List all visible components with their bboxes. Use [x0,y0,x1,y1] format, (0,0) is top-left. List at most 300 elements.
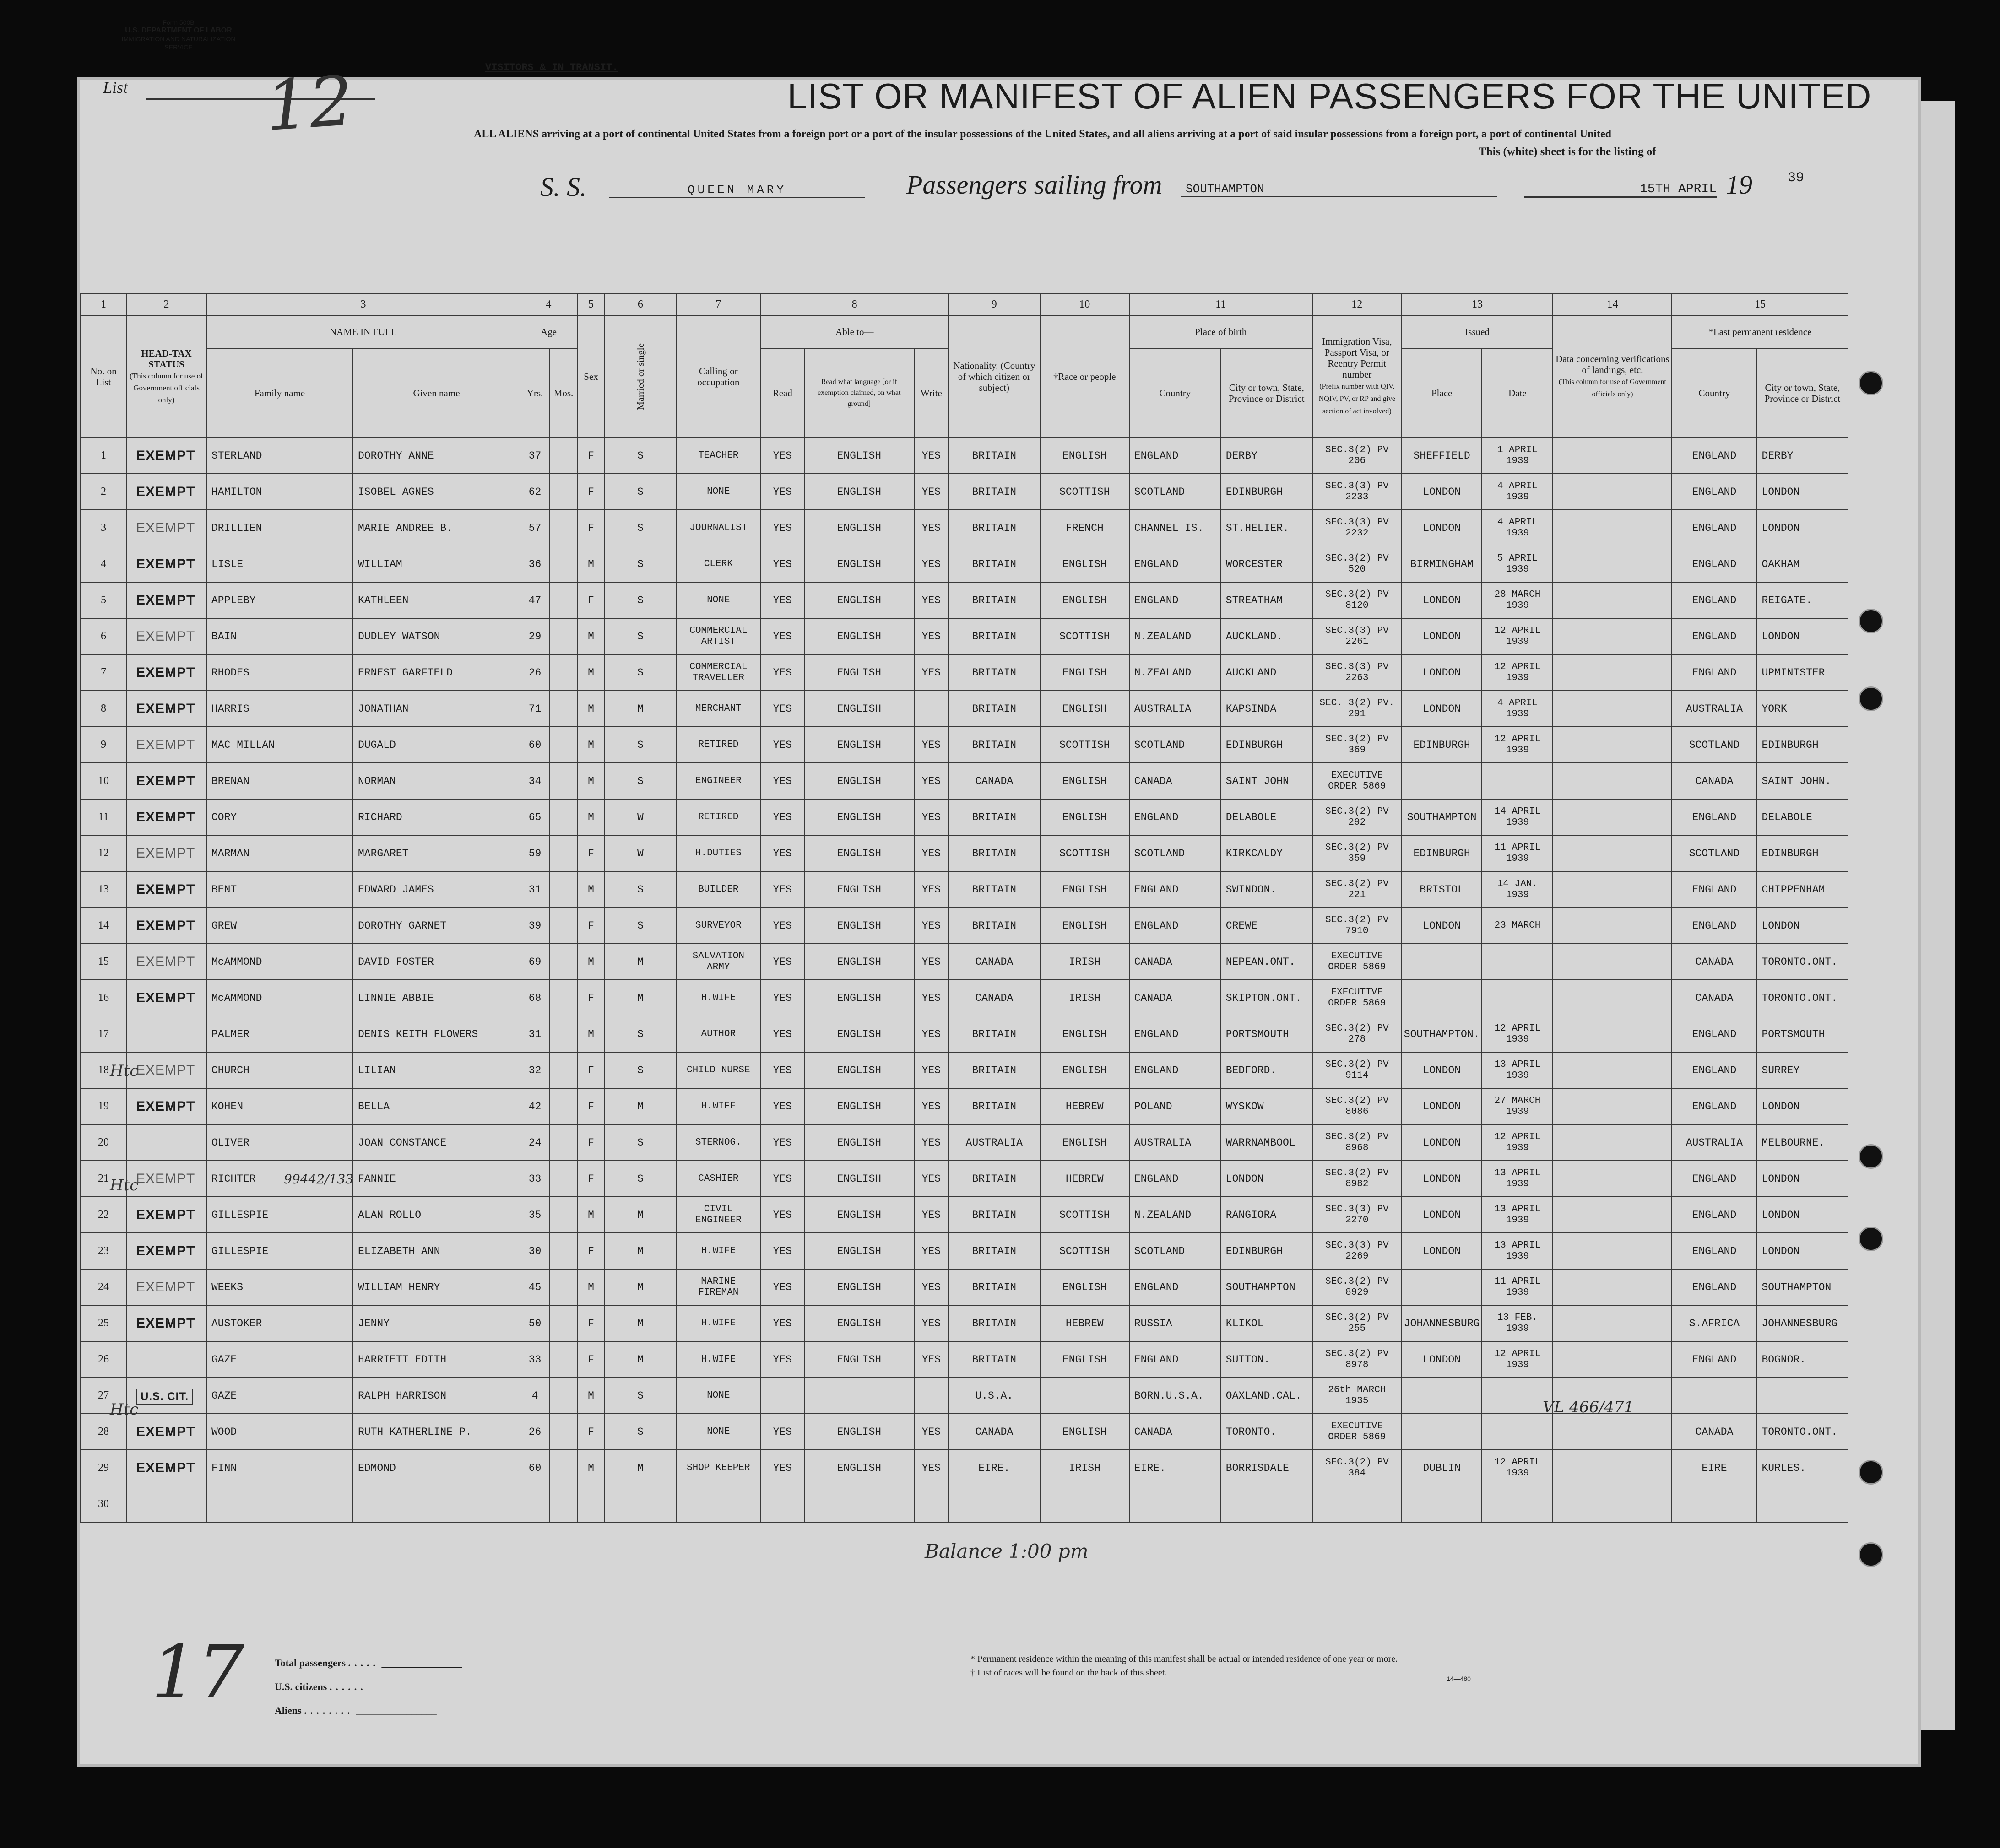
verification [1553,1052,1672,1088]
visa-number: SEC.3(2) PV 8120 [1312,582,1402,618]
can-write: YES [914,438,949,474]
header-able-to: Able to— [761,315,949,348]
can-write: YES [914,618,949,654]
residence-country: ENGLAND [1672,582,1756,618]
residence-city: UPMINISTER [1756,654,1848,691]
marital-status: S [605,1378,676,1414]
visa-number: SEC.3(2) PV 359 [1312,835,1402,871]
marital-status: M [605,980,676,1016]
row-number: 26 [81,1341,126,1378]
verification [1553,1305,1672,1341]
head-tax-status [126,654,206,691]
read-language: ENGLISH [804,1161,914,1197]
marital-status: M [605,1341,676,1378]
race: FRENCH [1040,510,1129,546]
verification [1553,1161,1672,1197]
can-write: YES [914,510,949,546]
age-months [550,727,577,763]
nationality: BRITAIN [949,438,1040,474]
read-language: ENGLISH [804,1052,914,1088]
sex: M [577,763,605,799]
family-name: FINN [206,1450,353,1486]
read-language [804,1378,914,1414]
given-name: EDWARD JAMES [353,871,520,908]
occupation: H.WIFE [676,1088,761,1124]
row-number: 4 [81,546,126,582]
punch-hole [1859,609,1883,633]
given-name: JONATHAN [353,691,520,727]
age-months [550,1052,577,1088]
age-years: 39 [520,908,550,944]
can-write: YES [914,799,949,835]
residence-country: CANADA [1672,944,1756,980]
family-name: OLIVER [206,1124,353,1161]
visa-number: SEC.3(2) PV 369 [1312,727,1402,763]
birth-city: BEDFORD. [1221,1052,1312,1088]
given-name: WILLIAM HENRY [353,1269,520,1305]
col-number: 1 [81,293,126,315]
age-years: 24 [520,1124,550,1161]
residence-city: REIGATE. [1756,582,1848,618]
race [1040,1378,1129,1414]
can-read: YES [761,763,804,799]
subtitle-line-1: ALL ALIENS arriving at a port of continental United States from a foreign port or a port of the insular possessions of the United States, and all aliens arriving at a port of said insular possessions from a foreign port, a port of continental United [474,128,1611,140]
issued-place: BIRMINGHAM [1402,546,1482,582]
marital-status: S [605,1414,676,1450]
status-text: EXEMPT [136,881,195,897]
age-years: 59 [520,835,550,871]
residence-city: OAKHAM [1756,546,1848,582]
verification [1553,510,1672,546]
family-name: HARRIS [206,691,353,727]
year-prefix: 19 [1726,170,1752,200]
age-months [550,691,577,727]
birth-country: ENGLAND [1129,1161,1221,1197]
visa-title: Immigration Visa, Passport Visa, or Reentry Permit number [1322,336,1392,380]
residence-country: ENGLAND [1672,1197,1756,1233]
sex: F [577,1088,605,1124]
sex: M [577,1197,605,1233]
family-name: MAC MILLAN [206,727,353,763]
residence-city: KURLES. [1756,1450,1848,1486]
family-name: GILLESPIE [206,1233,353,1269]
head-tax-status [126,691,206,727]
row-20-number: 99442/133 [284,1172,353,1187]
sex: F [577,980,605,1016]
header-res-city: City or town, State, Province or District [1756,348,1848,438]
issued-place: LONDON [1402,1088,1482,1124]
birth-city: WARRNAMBOOL [1221,1124,1312,1161]
verification [1553,944,1672,980]
residence-country: ENGLAND [1672,654,1756,691]
residence-city: TORONTO.ONT. [1756,980,1848,1016]
issued-place: BRISTOL [1402,871,1482,908]
occupation: RETIRED [676,799,761,835]
sex: F [577,1341,605,1378]
race: ENGLISH [1040,438,1129,474]
residence-city: LONDON [1756,474,1848,510]
row-number: 6 [81,618,126,654]
visa-number: SEC.3(2) PV 520 [1312,546,1402,582]
occupation: STERNOG. [676,1124,761,1161]
occupation: COMMERCIAL ARTIST [676,618,761,654]
list-label: List [103,78,128,97]
verification [1553,1450,1672,1486]
birth-city: EDINBURGH [1221,727,1312,763]
nationality: BRITAIN [949,727,1040,763]
head-tax-status [126,546,206,582]
issued-place: LONDON [1402,1233,1482,1269]
verification [1553,474,1672,510]
birth-city: EDINBURGH [1221,1233,1312,1269]
birth-country: AUSTRALIA [1129,1124,1221,1161]
age-months [550,799,577,835]
issued-place: LONDON [1402,1341,1482,1378]
can-write [914,691,949,727]
read-language: ENGLISH [804,944,914,980]
race: SCOTTISH [1040,1197,1129,1233]
col-number: 3 [206,293,520,315]
status-text: EXEMPT [136,845,195,861]
residence-country: ENGLAND [1672,474,1756,510]
header-place-of-birth: Place of birth [1129,315,1312,348]
family-name: RICHTER [206,1161,353,1197]
row-number: 9 [81,727,126,763]
age-months [550,1378,577,1414]
nationality: BRITAIN [949,654,1040,691]
can-write: YES [914,1124,949,1161]
marital-status: M [605,1233,676,1269]
can-read: YES [761,438,804,474]
can-read: YES [761,835,804,871]
visa-number: SEC. 3(2) PV. 291 [1312,691,1402,727]
age-years [520,1486,550,1522]
birth-city: NEPEAN.ONT. [1221,944,1312,980]
issued-date: 13 APRIL 1939 [1482,1052,1553,1088]
visa-number: SEC.3(2) PV 221 [1312,871,1402,908]
visa-number: SEC.3(2) PV 8982 [1312,1161,1402,1197]
birth-city: TORONTO. [1221,1414,1312,1450]
given-name: WILLIAM [353,546,520,582]
birth-country: SCOTLAND [1129,727,1221,763]
table-row [81,1269,1848,1305]
age-months [550,510,577,546]
age-months [550,1016,577,1052]
issued-place: EDINBURGH [1402,727,1482,763]
head-tax-note: (This column for use of Government officials only) [130,371,203,404]
age-years: 31 [520,1016,550,1052]
col-number: 5 [577,293,605,315]
family-name: GILLESPIE [206,1197,353,1233]
read-language: ENGLISH [804,908,914,944]
aliens-label: Aliens [275,1705,302,1716]
given-name [353,1486,520,1522]
birth-country: ENGLAND [1129,582,1221,618]
read-language: ENGLISH [804,654,914,691]
residence-country [1672,1486,1756,1522]
nationality: CANADA [949,763,1040,799]
punch-hole [1859,1460,1883,1485]
header-row-1 [81,315,1848,348]
race: ENGLISH [1040,871,1129,908]
race: ENGLISH [1040,763,1129,799]
age-years: 50 [520,1305,550,1341]
verification-title: Data concerning verifications of landings, etc. [1556,353,1669,375]
status-text: EXEMPT [136,701,195,716]
age-months [550,1088,577,1124]
col-number: 4 [520,293,577,315]
can-write: YES [914,944,949,980]
row-number: 11 [81,799,126,835]
issued-date [1482,1486,1553,1522]
issued-date [1482,980,1553,1016]
age-years: 69 [520,944,550,980]
row-number: 3 [81,510,126,546]
race: ENGLISH [1040,654,1129,691]
issued-date: 14 APRIL 1939 [1482,799,1553,835]
can-read: YES [761,618,804,654]
marital-status: M [605,1088,676,1124]
visa-number: SEC.3(2) PV 255 [1312,1305,1402,1341]
issued-date: 12 APRIL 1939 [1482,654,1553,691]
can-write: YES [914,1197,949,1233]
head-tax-status [126,474,206,510]
issued-place: JOHANNESBURG [1402,1305,1482,1341]
status-text: EXEMPT [136,773,195,789]
birth-country: ENGLAND [1129,799,1221,835]
col-number: 9 [949,293,1040,315]
nationality: BRITAIN [949,1269,1040,1305]
col-number: 11 [1129,293,1312,315]
family-name: BRENAN [206,763,353,799]
nationality: BRITAIN [949,510,1040,546]
birth-city: AUCKLAND. [1221,618,1312,654]
residence-country: ENGLAND [1672,438,1756,474]
status-text: EXEMPT [136,1315,195,1331]
residence-city: DELABOLE [1756,799,1848,835]
status-text: EXEMPT [136,809,195,825]
status-text: EXEMPT [136,484,195,499]
table-row [81,1414,1848,1450]
table-row [81,438,1848,474]
can-write: YES [914,1269,949,1305]
residence-country: ENGLAND [1672,908,1756,944]
visa-number: SEC.3(2) PV 9114 [1312,1052,1402,1088]
status-text: EXEMPT [136,1424,195,1439]
age-years: 4 [520,1378,550,1414]
race: IRISH [1040,980,1129,1016]
birth-city: STREATHAM [1221,582,1312,618]
residence-city: SURREY [1756,1052,1848,1088]
total-passengers-row: Total passengers ..... ________________ [275,1657,462,1669]
residence-country: ENGLAND [1672,1016,1756,1052]
visa-number: SEC.3(2) PV 8968 [1312,1124,1402,1161]
sex: M [577,1378,605,1414]
sex: F [577,1233,605,1269]
age-months [550,1124,577,1161]
table-row [81,1233,1848,1269]
can-read: YES [761,799,804,835]
can-read: YES [761,1016,804,1052]
race: ENGLISH [1040,1124,1129,1161]
nationality [949,1486,1040,1522]
issued-date: 5 APRIL 1939 [1482,546,1553,582]
head-tax-status [126,510,206,546]
nationality: BRITAIN [949,474,1040,510]
issued-date: 14 JAN. 1939 [1482,871,1553,908]
issued-place: LONDON [1402,654,1482,691]
header-res-country: Country [1672,348,1756,438]
residence-city: EDINBURGH [1756,727,1848,763]
race: SCOTTISH [1040,727,1129,763]
residence-city: TORONTO.ONT. [1756,944,1848,980]
family-name: KOHEN [206,1088,353,1124]
marital-status: M [605,1450,676,1486]
given-name: DOROTHY GARNET [353,908,520,944]
head-tax-status [126,1233,206,1269]
table-row [81,654,1848,691]
us-citizens-label: U.S. citizens [275,1681,327,1692]
can-read: YES [761,727,804,763]
list-number: 12 [263,61,356,147]
occupation: CIVIL ENGINEER [676,1197,761,1233]
birth-city: KIRKCALDY [1221,835,1312,871]
sex: F [577,582,605,618]
race: ENGLISH [1040,582,1129,618]
age-years: 31 [520,871,550,908]
head-tax-status [126,1269,206,1305]
given-name: RUTH KATHERLINE P. [353,1414,520,1450]
status-text: EXEMPT [136,990,195,1005]
issued-place: LONDON [1402,691,1482,727]
age-years: 71 [520,691,550,727]
race: SCOTTISH [1040,1233,1129,1269]
verification-26: VL 466/471 [1543,1398,1634,1416]
age-months [550,835,577,871]
head-tax-title: HEAD-TAX STATUS [141,347,192,370]
sex: M [577,546,605,582]
marital-status: M [605,1197,676,1233]
age-months [550,654,577,691]
row-number: 29 [81,1450,126,1486]
residence-country: CANADA [1672,1414,1756,1450]
col-number: 15 [1672,293,1848,315]
col-number: 8 [761,293,949,315]
can-read: YES [761,1088,804,1124]
birth-country: N.ZEALAND [1129,1197,1221,1233]
birth-country: ENGLAND [1129,871,1221,908]
race: ENGLISH [1040,546,1129,582]
status-text: EXEMPT [136,1062,195,1078]
issued-place: LONDON [1402,618,1482,654]
read-language: ENGLISH [804,1450,914,1486]
head-tax-status [126,944,206,980]
age-months [550,618,577,654]
given-name: DENIS KEITH FLOWERS [353,1016,520,1052]
nationality: EIRE. [949,1450,1040,1486]
race: ENGLISH [1040,691,1129,727]
residence-country: ENGLAND [1672,618,1756,654]
birth-city: LONDON [1221,1161,1312,1197]
row-number: 16 [81,980,126,1016]
header-write: Write [914,348,949,438]
verification [1553,1124,1672,1161]
age-years: 32 [520,1052,550,1088]
age-years: 37 [520,438,550,474]
can-read: YES [761,654,804,691]
residence-city: EDINBURGH [1756,835,1848,871]
head-tax-status [126,980,206,1016]
issued-place [1402,944,1482,980]
marital-status: M [605,1269,676,1305]
issued-place: SHEFFIELD [1402,438,1482,474]
birth-city: ST.HELIER. [1221,510,1312,546]
occupation: SALVATION ARMY [676,944,761,980]
race: HEBREW [1040,1088,1129,1124]
birth-city: BORRISDALE [1221,1450,1312,1486]
residence-city: LONDON [1756,510,1848,546]
birth-country: ENGLAND [1129,908,1221,944]
status-text: EXEMPT [136,628,195,644]
given-name: DOROTHY ANNE [353,438,520,474]
read-language: ENGLISH [804,871,914,908]
verification [1553,1016,1672,1052]
row-number: 15 [81,944,126,980]
total-passengers-label: Total passengers [275,1657,346,1669]
residence-city: LONDON [1756,1088,1848,1124]
col-number: 6 [605,293,676,315]
can-read: YES [761,871,804,908]
nationality: BRITAIN [949,1341,1040,1378]
residence-city: TORONTO.ONT. [1756,1414,1848,1450]
verification [1553,654,1672,691]
birth-country: N.ZEALAND [1129,618,1221,654]
residence-country: ENGLAND [1672,1269,1756,1305]
can-write: YES [914,871,949,908]
nationality: BRITAIN [949,1088,1040,1124]
can-read: YES [761,1269,804,1305]
head-tax-status [126,799,206,835]
issued-date: 12 APRIL 1939 [1482,1341,1553,1378]
header-nationality: Nationality. (Country of which citizen or subject) [949,315,1040,438]
birth-country: SCOTLAND [1129,835,1221,871]
read-language: ENGLISH [804,546,914,582]
residence-city: DERBY [1756,438,1848,474]
family-name: McAMMOND [206,944,353,980]
row-number: 23 [81,1233,126,1269]
birth-country: ENGLAND [1129,1341,1221,1378]
residence-country: ENGLAND [1672,1341,1756,1378]
given-name: JOAN CONSTANCE [353,1124,520,1161]
read-language: ENGLISH [804,474,914,510]
departure-port: SOUTHAMPTON [1181,182,1497,197]
verification [1553,1414,1672,1450]
birth-country: ENGLAND [1129,1052,1221,1088]
nationality: BRITAIN [949,908,1040,944]
status-text: EXEMPT [136,1207,195,1222]
can-write: YES [914,763,949,799]
race: ENGLISH [1040,799,1129,835]
visa-note: (Prefix number with QIV, NQIV, PV, or RP and give section of act involved) [1318,383,1395,415]
aliens-row: Aliens ........ ________________ [275,1705,437,1716]
age-years: 60 [520,727,550,763]
marital-status: M [605,691,676,727]
head-tax-status [126,618,206,654]
marital-status: S [605,1052,676,1088]
race: HEBREW [1040,1305,1129,1341]
col-number: 13 [1402,293,1553,315]
nationality: BRITAIN [949,1305,1040,1341]
